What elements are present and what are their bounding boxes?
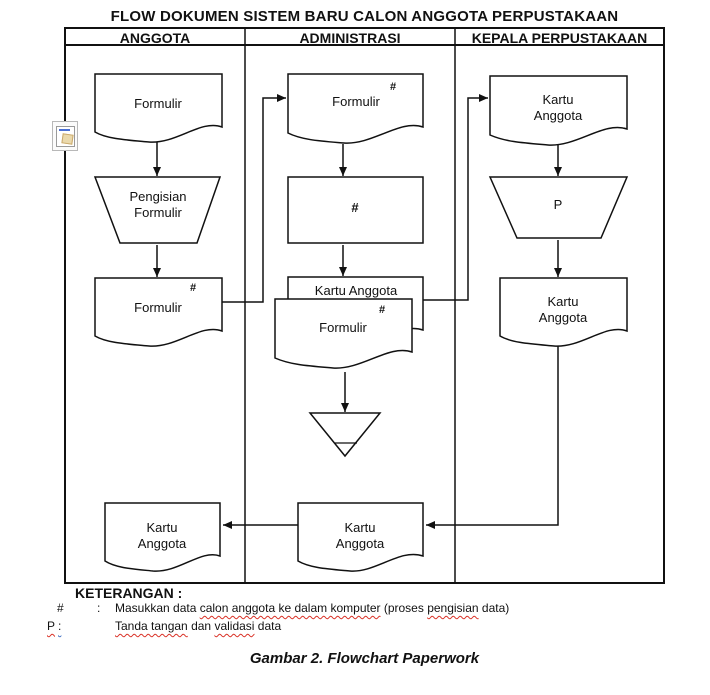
label-formulir-filled: Formulir: [134, 300, 182, 315]
label-formulir-top: Formulir: [134, 96, 182, 111]
page-title: FLOW DOKUMEN SISTEM BARU CALON ANGGOTA PERPUSTAKAAN: [110, 8, 619, 25]
legend-text-p: Tanda tangan dan validasi data: [115, 619, 282, 633]
paste-sheet-glyph: [56, 126, 75, 147]
hash-marker-anggota: #: [190, 282, 197, 294]
legend-symbol-p: P: [47, 619, 56, 633]
label-validasi-p: P: [553, 197, 563, 212]
label-kartu-anggota-out: Kartu Anggota: [538, 294, 588, 325]
label-formulir-front: Formulir: [319, 320, 367, 335]
connector-formulir-to-administrasi: [221, 98, 286, 302]
keterangan-heading: KETERANGAN :: [75, 585, 183, 601]
paste-options-icon[interactable]: [52, 121, 78, 151]
label-kartu-anggota-in: Kartu Anggota: [533, 92, 583, 123]
archive-triangle: [310, 413, 380, 456]
hash-marker-formulir-front: #: [379, 304, 386, 316]
label-kartu-final-administrasi: Kartu Anggota: [335, 520, 385, 551]
legend-symbol-hash: #: [57, 601, 64, 615]
figure-caption: Gambar 2. Flowchart Paperwork: [249, 650, 480, 667]
column-header-administrasi: ADMINISTRASI: [299, 30, 401, 46]
label-formulir-administrasi: Formulir: [332, 94, 380, 109]
legend-colon-p: :: [58, 619, 62, 633]
connector-kepala-to-administrasi-bottom: [426, 343, 558, 525]
legend-colon-hash: :: [97, 601, 101, 615]
column-header-anggota: ANGGOTA: [119, 30, 191, 46]
label-proses-hash: #: [351, 200, 359, 215]
label-pengisian-formulir: Pengisian Formulir: [129, 189, 187, 220]
legend-text-hash: Masukkan data calon anggota ke dalam komputer (proses pengisian data): [115, 601, 510, 615]
hash-marker-administrasi-doc: #: [390, 81, 397, 93]
label-kartu-final-anggota: Kartu Anggota: [137, 520, 187, 551]
column-header-kepala: KEPALA PERPUSTAKAAN: [471, 30, 648, 46]
label-kartu-anggota-back: Kartu Anggota: [314, 283, 398, 298]
